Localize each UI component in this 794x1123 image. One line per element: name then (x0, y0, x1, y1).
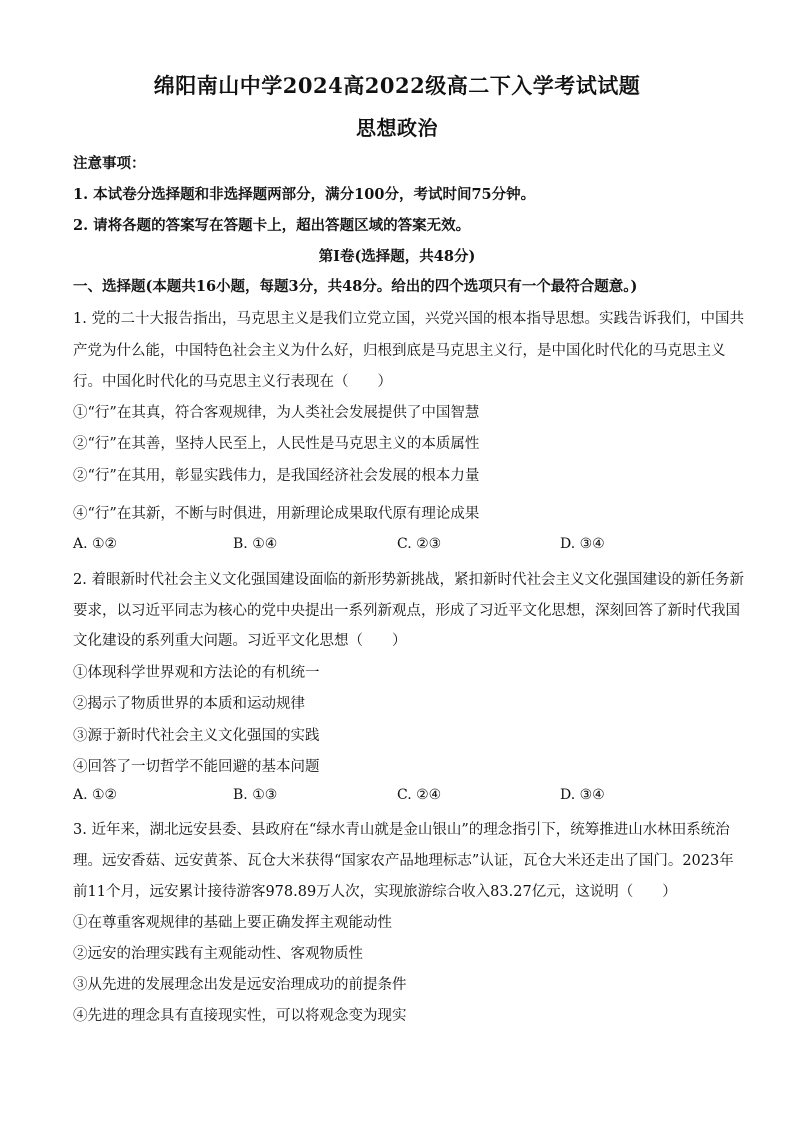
section-heading: 一、选择题(本题共16小题，每题3分，共48分。给出的四个选项只有一个最符合题意。) (73, 278, 638, 295)
q1-stem-line-1: 1. 党的二十大报告指出，马克思主义是我们立党立国，兴党兴国的根本指导思想。实践告诉我们，中国共 (73, 311, 744, 327)
exam-title: 绵阳南山中学2024高2022级高二下入学考试试题 (153, 73, 641, 98)
q1-option-a[interactable]: A. ①② (73, 536, 118, 552)
q2-option-d[interactable]: D. ③④ (560, 787, 605, 803)
notice-heading: 注意事项： (73, 155, 146, 172)
q2-option-b[interactable]: B. ①③ (233, 787, 278, 803)
volume-heading: 第Ⅰ卷(选择题，共48分) (318, 248, 476, 265)
q2-stem-line-1: 2. 着眼新时代社会主义文化强国建设面临的新形势新挑战，紧扣新时代社会主义文化强国建设的新任务新 (73, 572, 744, 588)
subject-title: 思想政治 (356, 116, 438, 140)
q1-item-1: ①“行”在其真，符合客观规律，为人类社会发展提供了中国智慧 (73, 405, 480, 421)
q1-option-d[interactable]: D. ③④ (560, 536, 605, 552)
q3-stem-line-3: 前11个月，远安累计接待游客978.89万人次，实现旅游综合收入83.27亿元，这说明（ ） (73, 884, 677, 900)
notice-item-2: 2. 请将各题的答案写在答题卡上，超出答题区域的答案无效。 (73, 217, 471, 234)
q1-stem-line-3: 行。中国化时代化的马克思主义行表现在（ ） (73, 374, 392, 390)
notice-item-1: 1. 本试卷分选择题和非选择题两部分，满分100分，考试时间75分钟。 (73, 186, 536, 203)
q1-stem-line-2: 产党为什么能，中国特色社会主义为什么好，归根到底是马克思主义行，是中国化时代化的马克思主义 (73, 343, 726, 359)
q2-stem-line-3: 文化建设的系列重大问题。习近平文化思想（ ） (73, 633, 407, 649)
q2-option-c[interactable]: C. ②④ (397, 787, 442, 803)
q1-item-2: ②“行”在其善，坚持人民至上，人民性是马克思主义的本质属性 (73, 436, 480, 452)
q3-item-1: ①在尊重客观规律的基础上要正确发挥主观能动性 (73, 915, 392, 931)
q2-item-1: ①体现科学世界观和方法论的有机统一 (73, 665, 320, 681)
q2-item-4: ④回答了一切哲学不能回避的基本问题 (73, 759, 320, 775)
q3-item-2: ②远安的治理实践有主观能动性、客观物质性 (73, 946, 363, 962)
q1-option-c[interactable]: C. ②③ (397, 536, 442, 552)
q3-item-4: ④先进的理念具有直接现实性，可以将观念变为现实 (73, 1008, 407, 1024)
q3-stem-line-2: 理。远安香菇、远安黄茶、瓦仓大米获得“国家农产品地理标志”认证，瓦仓大米还走出了国门。2023年 (73, 853, 734, 869)
q2-item-3: ③源于新时代社会主义文化强国的实践 (73, 728, 320, 744)
q2-option-a[interactable]: A. ①② (73, 787, 118, 803)
q1-option-b[interactable]: B. ①④ (233, 536, 278, 552)
q2-item-2: ②揭示了物质世界的本质和运动规律 (73, 696, 305, 712)
q1-item-4: ④“行”在其新，不断与时俱进，用新理论成果取代原有理论成果 (73, 506, 480, 522)
q3-stem-line-1: 3. 近年来，湖北远安县委、县政府在“绿水青山就是金山银山”的理念指引下，统筹推进山水林田系统治 (73, 822, 730, 838)
q1-item-3: ②“行”在其用，彰显实践伟力，是我国经济社会发展的根本力量 (73, 468, 480, 484)
q2-stem-line-2: 要求，以习近平同志为核心的党中央提出一系列新观点，形成了习近平文化思想，深刻回答了新时代我国 (73, 603, 740, 619)
q3-item-3: ③从先进的发展理念出发是远安治理成功的前提条件 (73, 977, 407, 993)
